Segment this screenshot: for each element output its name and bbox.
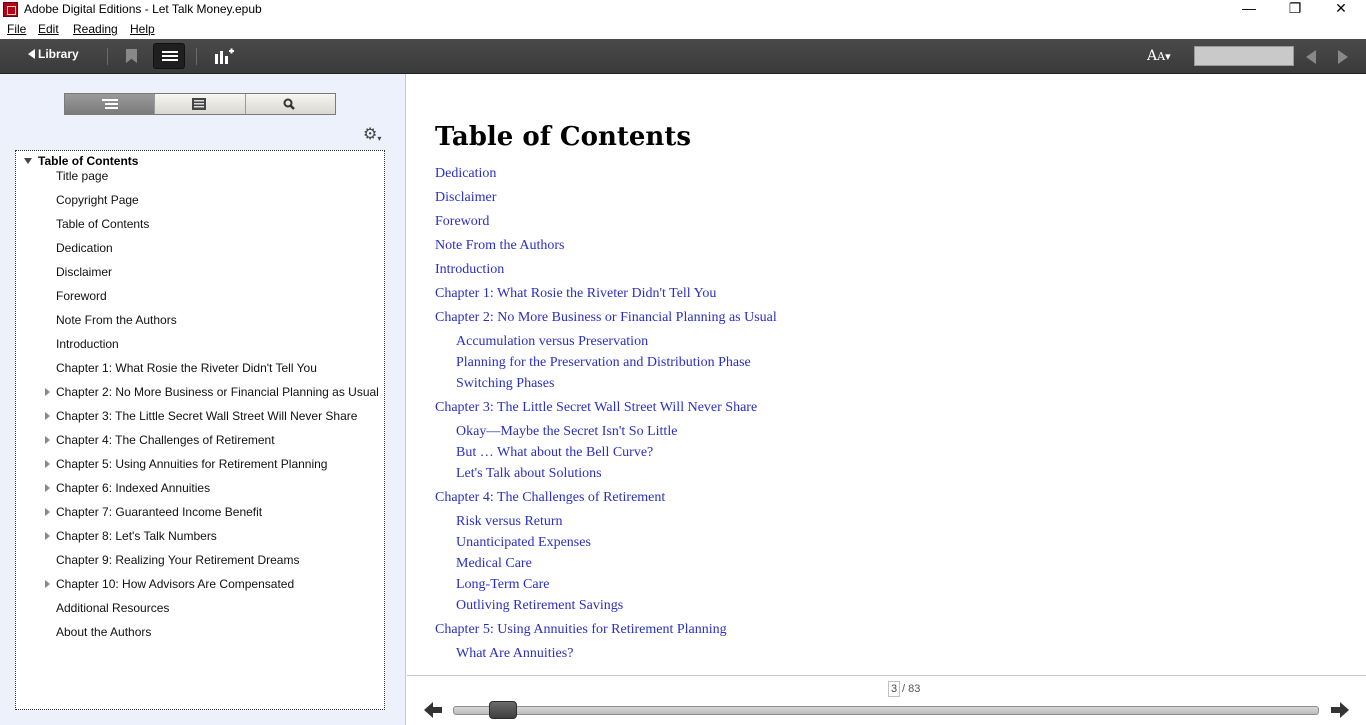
panel-tab-bar (64, 93, 336, 115)
toc-tree-item[interactable] (16, 216, 384, 240)
toc-tree-item[interactable] (16, 288, 384, 312)
title-bar (0, 0, 1366, 20)
toc-tree-item[interactable] (16, 504, 384, 528)
toc-tree-item-label: Chapter 10: How Advisors Are Compensated (56, 577, 295, 591)
library-label: Library (38, 47, 79, 61)
toc-tree-item[interactable] (16, 576, 384, 600)
toc-link[interactable]: Chapter 5: Using Annuities for Retirement Planning (435, 622, 727, 637)
tab-table-of-contents[interactable] (65, 94, 155, 114)
expand-triangle-icon[interactable] (45, 436, 50, 444)
toc-tree-item[interactable] (16, 552, 384, 576)
toc-tree-item[interactable] (16, 360, 384, 384)
toc-tree-item[interactable] (16, 240, 384, 264)
window-title: Adobe Digital Editions - Let Talk Money.epub (24, 2, 262, 16)
add-bookshelf-icon[interactable] (214, 48, 234, 64)
back-arrow-icon (28, 49, 35, 59)
font-size-button[interactable] (1147, 48, 1171, 64)
toc-tree-item[interactable] (16, 312, 384, 336)
page-slider-track[interactable] (453, 706, 1319, 715)
toc-tree-item-label: Copyright Page (56, 193, 139, 207)
toc-tree-item-label: Dedication (56, 241, 113, 255)
toc-tree-item-label: Title page (56, 169, 109, 183)
font-size-label-small: A (1157, 50, 1166, 63)
expand-triangle-icon[interactable] (45, 412, 50, 420)
menu-bar (0, 20, 1366, 39)
bookmark-list-icon (192, 98, 208, 110)
reading-pane (407, 74, 1366, 675)
toc-sublink[interactable]: What Are Annuities? (456, 646, 574, 661)
toc-link[interactable]: Chapter 2: No More Business or Financial Planning as Usual (435, 310, 777, 325)
expand-triangle-icon[interactable] (45, 388, 50, 396)
toc-sublink[interactable]: Medical Care (456, 556, 532, 571)
settings-gear-icon[interactable]: ⚙▾ (363, 126, 382, 143)
toc-tree-item-label: Additional Resources (56, 601, 170, 615)
toc-tree-item-label: Introduction (56, 337, 119, 351)
toc-tree-item[interactable] (16, 456, 384, 480)
toc-icon (102, 98, 118, 110)
toc-link[interactable]: Chapter 3: The Little Secret Wall Street Will Never Share (435, 400, 758, 415)
expand-triangle-icon[interactable] (45, 484, 50, 492)
toc-tree-item[interactable] (16, 408, 384, 432)
toc-link[interactable]: Note From the Authors (435, 238, 565, 253)
page-total: / 83 (902, 683, 921, 695)
page-title: Table of Contents (435, 122, 691, 152)
toc-toggle-button[interactable] (153, 43, 185, 69)
toc-sublink[interactable]: Planning for the Preservation and Distribution Phase (456, 355, 751, 370)
toc-tree-item[interactable] (16, 432, 384, 456)
toc-sublink[interactable]: Okay—Maybe the Secret Isn't So Little (456, 424, 678, 439)
toc-sublink[interactable]: Unanticipated Expenses (456, 535, 591, 550)
toc-tree-item-label: Chapter 9: Realizing Your Retirement Dreams (56, 553, 300, 567)
toolbar (0, 39, 1366, 74)
close-button[interactable]: ✕ (1335, 0, 1347, 16)
previous-page-icon[interactable] (1306, 50, 1316, 64)
minimize-button[interactable]: — (1242, 0, 1256, 16)
toc-link[interactable]: Chapter 1: What Rosie the Riveter Didn't Tell You (435, 286, 717, 301)
previous-page-arrow-icon[interactable] (424, 702, 442, 718)
toc-sublink[interactable]: Let's Talk about Solutions (456, 466, 602, 481)
toc-tree-header[interactable] (24, 154, 138, 168)
toc-tree-item-label: Chapter 7: Guaranteed Income Benefit (56, 505, 263, 519)
toc-tree-item[interactable] (16, 528, 384, 552)
toc-tree-item-label: Chapter 5: Using Annuities for Retirement Planning (56, 457, 328, 471)
toc-tree-item[interactable] (16, 480, 384, 504)
toc-link[interactable]: Disclaimer (435, 190, 497, 205)
toc-sublink[interactable]: Long-Term Care (456, 577, 550, 592)
toc-tree-item-label: Disclaimer (56, 265, 113, 279)
expand-triangle-icon[interactable] (45, 580, 50, 588)
toc-sublink[interactable]: But … What about the Bell Curve? (456, 445, 654, 460)
next-page-icon[interactable] (1338, 50, 1348, 64)
dropdown-caret-icon: ▾ (1165, 50, 1171, 63)
menu-edit[interactable]: Edit (38, 22, 59, 36)
menu-file[interactable]: File (7, 22, 27, 36)
page-navigation-bar (407, 675, 1366, 725)
toc-tree-item-label: Foreword (56, 289, 107, 303)
toc-tree-item-label: Chapter 3: The Little Secret Wall Street Will Never Share (56, 409, 358, 423)
collapse-triangle-icon[interactable] (24, 158, 32, 164)
toolbar-separator (196, 48, 197, 65)
toc-sublink[interactable]: Risk versus Return (456, 514, 563, 529)
font-size-label: A (1147, 48, 1158, 64)
toc-tree-list (16, 168, 384, 648)
page-slider-thumb[interactable] (489, 701, 517, 719)
menu-reading[interactable]: Reading (73, 22, 118, 36)
toc-tree-item-label: About the Authors (56, 625, 152, 639)
toc-sublink[interactable]: Outliving Retirement Savings (456, 598, 624, 613)
toolbar-separator (107, 48, 108, 65)
toc-tree-header-label: Table of Contents (38, 154, 139, 168)
toc-tree (15, 150, 385, 710)
navigation-panel (0, 74, 406, 725)
toc-tree-item[interactable] (16, 264, 384, 288)
toc-tree-item[interactable] (16, 192, 384, 216)
toc-link[interactable]: Dedication (435, 166, 497, 181)
bookmark-icon[interactable] (126, 49, 137, 63)
next-page-arrow-icon[interactable] (1331, 702, 1349, 718)
toc-tree-item-label: Note From the Authors (56, 313, 177, 327)
menu-help[interactable]: Help (130, 22, 155, 36)
toc-tree-item[interactable] (16, 600, 384, 624)
current-page-field[interactable]: 3 (888, 681, 900, 697)
toc-link[interactable]: Introduction (435, 262, 505, 277)
toc-tree-item-label: Chapter 1: What Rosie the Riveter Didn't Tell You (56, 361, 317, 375)
toc-tree-item[interactable] (16, 624, 384, 648)
toc-tree-item[interactable] (16, 168, 384, 192)
toc-tree-item-label: Chapter 2: No More Business or Financial Planning as Usual (56, 385, 379, 399)
expand-triangle-icon[interactable] (45, 532, 50, 540)
expand-triangle-icon[interactable] (45, 508, 50, 516)
search-icon (282, 98, 298, 110)
toc-tree-item-label: Chapter 4: The Challenges of Retirement (56, 433, 275, 447)
toc-link[interactable]: Chapter 4: The Challenges of Retirement (435, 490, 666, 505)
maximize-button[interactable]: ❐ (1288, 0, 1302, 16)
tab-bookmarks[interactable] (155, 94, 245, 114)
toc-sublink[interactable]: Switching Phases (456, 376, 555, 391)
toc-tree-item[interactable] (16, 384, 384, 408)
toc-entries (435, 166, 1335, 670)
library-button[interactable] (28, 47, 79, 61)
toc-tree-item-label: Chapter 6: Indexed Annuities (56, 481, 211, 495)
toc-tree-item-label: Chapter 8: Let's Talk Numbers (56, 529, 217, 543)
app-icon (3, 2, 18, 17)
toc-sublink[interactable]: Accumulation versus Preservation (456, 334, 649, 349)
toc-tree-item[interactable] (16, 336, 384, 360)
toc-tree-item-label: Table of Contents (56, 217, 150, 231)
tab-search[interactable] (246, 94, 335, 114)
page-input[interactable] (1194, 46, 1294, 66)
toc-link[interactable]: Foreword (435, 214, 490, 229)
expand-triangle-icon[interactable] (45, 460, 50, 468)
